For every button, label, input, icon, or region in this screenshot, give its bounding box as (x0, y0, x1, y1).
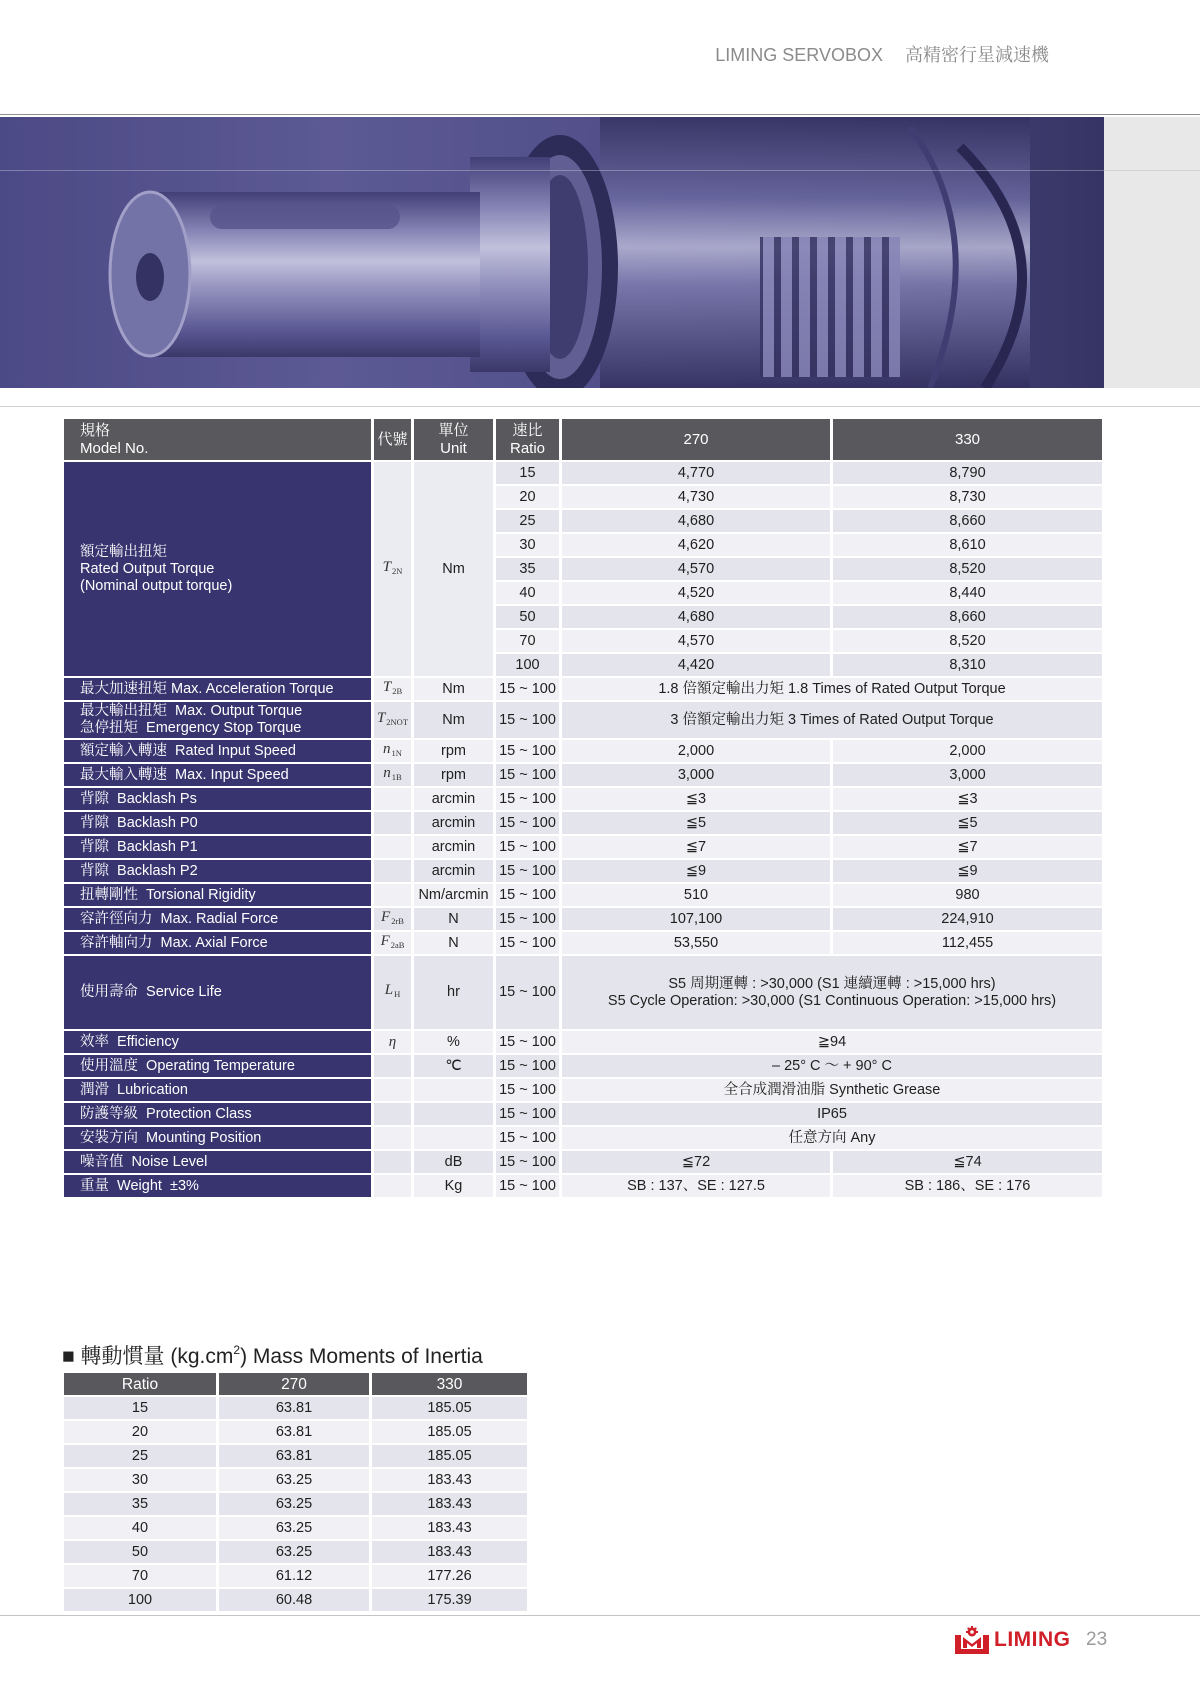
inertia-270-header: 270 (219, 1373, 369, 1395)
symbol-letter: L (384, 982, 394, 998)
inertia-table (61, 1371, 530, 1613)
banner-image (0, 117, 1104, 388)
unit-cell (414, 1103, 493, 1125)
unit-cell: N (414, 932, 493, 954)
value-270: 4,620 (562, 534, 830, 556)
value-270: 63.81 (219, 1445, 369, 1467)
ratio-cell: 15 ~ 100 (496, 932, 559, 954)
spec-label (64, 956, 371, 1029)
value-270: 510 (562, 884, 830, 906)
ratio-cell: 50 (64, 1541, 216, 1563)
value-line: S5 周期運轉 : >30,000 (S1 連續運轉 : >15,000 hrs) (668, 975, 996, 992)
value-270: ≦3 (562, 788, 830, 810)
spec-row (64, 1055, 1102, 1077)
spec-row (64, 788, 1102, 810)
value-330: 8,440 (833, 582, 1102, 604)
value-270: 4,680 (562, 510, 830, 532)
spec-label (64, 740, 371, 762)
rated-torque-row (64, 462, 1102, 484)
code-cell (374, 884, 411, 906)
brand-name: LIMING SERVOBOX (715, 45, 883, 65)
spec-label (64, 1055, 371, 1077)
unit-cell: arcmin (414, 812, 493, 834)
ratio-cell: 70 (496, 630, 559, 652)
code-cell (374, 764, 411, 786)
value-270: 4,420 (562, 654, 830, 676)
ratio-cell: 15 ~ 100 (496, 1055, 559, 1077)
ratio-cell: 15 ~ 100 (496, 702, 559, 738)
value-270: 4,770 (562, 462, 830, 484)
ratio-cell: 15 (496, 462, 559, 484)
value-330: 185.05 (372, 1445, 527, 1467)
spec-row (64, 1031, 1102, 1053)
label-line: (Nominal output torque) (80, 577, 233, 594)
unit-cell: rpm (414, 764, 493, 786)
value-line: IP65 (817, 1105, 847, 1122)
value-270: 63.25 (219, 1493, 369, 1515)
ratio-cell: 15 ~ 100 (496, 764, 559, 786)
value-330: 112,455 (833, 932, 1102, 954)
spec-label (64, 908, 371, 930)
value-330: 8,790 (833, 462, 1102, 484)
label-line: 重量 Weight ±3% (80, 1177, 199, 1194)
code-cell (374, 788, 411, 810)
value-330: 8,660 (833, 510, 1102, 532)
ratio-cell: 40 (496, 582, 559, 604)
value-330: 980 (833, 884, 1102, 906)
ratio-cell: 15 ~ 100 (496, 1103, 559, 1125)
value-270: 63.81 (219, 1421, 369, 1443)
value-330: 8,730 (833, 486, 1102, 508)
value-330: 8,660 (833, 606, 1102, 628)
code-cell (374, 1175, 411, 1197)
symbol (383, 741, 402, 757)
merged-value (562, 1079, 1102, 1101)
ratio-cell: 15 ~ 100 (496, 1079, 559, 1101)
unit-cell: N (414, 908, 493, 930)
specification-table (61, 417, 1105, 1199)
label-line: 背隙 Backlash Ps (80, 790, 197, 807)
value-line: 1.8 倍額定輸出力矩 1.8 Times of Rated Output Torque (658, 680, 1006, 697)
ratio-cell: 15 ~ 100 (496, 1175, 559, 1197)
code-cell (374, 1127, 411, 1149)
spec-label (64, 932, 371, 954)
spec-label (64, 1031, 371, 1053)
label-line: Rated Output Torque (80, 560, 215, 577)
ratio-header-zh: 速比 (512, 421, 543, 439)
unit-header (414, 419, 493, 460)
code-cell (374, 1055, 411, 1077)
running-header (715, 44, 1049, 66)
symbol (383, 765, 401, 781)
inertia-row (64, 1421, 527, 1443)
value-330: 8,310 (833, 654, 1102, 676)
spec-label (64, 702, 371, 738)
value-270: 53,550 (562, 932, 830, 954)
unit-cell: Nm (414, 702, 493, 738)
value-330: 185.05 (372, 1421, 527, 1443)
spec-row (64, 836, 1102, 858)
code-cell (374, 702, 411, 738)
ratio-cell: 30 (64, 1469, 216, 1491)
label-line: 額定輸出扭矩 (80, 543, 167, 560)
value-330: 8,610 (833, 534, 1102, 556)
ratio-cell: 15 ~ 100 (496, 1031, 559, 1053)
unit-cell: rpm (414, 740, 493, 762)
ratio-cell: 25 (64, 1445, 216, 1467)
ratio-cell: 20 (64, 1421, 216, 1443)
unit-cell: Nm (414, 678, 493, 700)
inertia-title-suffix: ) Mass Moments of Inertia (240, 1345, 483, 1368)
label-line: 背隙 Backlash P1 (80, 838, 198, 855)
value-line: 全合成潤滑油脂 Synthetic Grease (723, 1081, 941, 1098)
liming-logo-icon (954, 1626, 990, 1654)
spec-label (64, 788, 371, 810)
spec-label (64, 836, 371, 858)
spec-body (64, 462, 1102, 1197)
merged-value (562, 1103, 1102, 1125)
unit-cell: ℃ (414, 1055, 493, 1077)
ratio-cell: 15 ~ 100 (496, 884, 559, 906)
symbol (385, 982, 400, 998)
label-line: 使用壽命 Service Life (80, 984, 222, 1000)
value-line: ≧94 (817, 1033, 847, 1050)
label-line: 容許徑向力 Max. Radial Force (80, 910, 279, 927)
spec-label (64, 812, 371, 834)
banner-side-strip (1104, 117, 1200, 388)
ratio-cell: 15 ~ 100 (496, 836, 559, 858)
label-line: 容許軸向力 Max. Axial Force (80, 934, 268, 951)
ratio-cell: 100 (496, 654, 559, 676)
value-270: 107,100 (562, 908, 830, 930)
ratio-cell: 40 (64, 1517, 216, 1539)
value-line: 3 倍額定輸出力矩 3 Times of Rated Output Torque (670, 711, 994, 728)
label-line: 潤滑 Lubrication (80, 1081, 188, 1098)
spec-row (64, 812, 1102, 834)
symbol-letter: F (381, 908, 391, 925)
label-line: 背隙 Backlash P0 (80, 814, 198, 831)
symbol (383, 559, 403, 575)
spec-row (64, 764, 1102, 786)
value-330: 183.43 (372, 1469, 527, 1491)
merged-value (562, 1055, 1102, 1077)
value-270: 63.25 (219, 1517, 369, 1539)
unit-cell (414, 1127, 493, 1149)
label-line: 最大輸入轉速 Max. Input Speed (80, 766, 289, 783)
spec-row (64, 860, 1102, 882)
value-330: 224,910 (833, 908, 1102, 930)
ratio-cell: 25 (496, 510, 559, 532)
value-line: – 25° C ～ + 90° C (771, 1057, 892, 1074)
spec-label (64, 884, 371, 906)
header-rule (0, 114, 1200, 115)
ratio-cell: 15 ~ 100 (496, 1127, 559, 1149)
value-270: 63.25 (219, 1541, 369, 1563)
ratio-cell: 15 ~ 100 (496, 740, 559, 762)
ratio-cell: 15 ~ 100 (496, 1151, 559, 1173)
symbol-subscript: 1N (391, 747, 402, 758)
symbol (377, 710, 408, 726)
unit-cell: dB (414, 1151, 493, 1173)
merged-value (562, 1031, 1102, 1053)
inertia-row (64, 1565, 527, 1587)
unit-cell (414, 1079, 493, 1101)
value-330: 2,000 (833, 740, 1102, 762)
code-cell (374, 678, 411, 700)
value-270: 61.12 (219, 1565, 369, 1587)
inertia-body (64, 1397, 527, 1611)
label-line: 效率 Efficiency (80, 1033, 179, 1050)
unit-cell: arcmin (414, 836, 493, 858)
code-cell (374, 1031, 411, 1053)
spec-label (64, 678, 371, 700)
symbol (383, 679, 402, 695)
logo-wordmark: LIMING (994, 1628, 1071, 1651)
square-bullet-icon: ■ (62, 1345, 75, 1368)
unit-cell: hr (414, 956, 493, 1029)
spec-label (64, 1127, 371, 1149)
ratio-cell: 15 ~ 100 (496, 812, 559, 834)
unit-cell: Kg (414, 1175, 493, 1197)
spec-label (64, 1079, 371, 1101)
spec-row (64, 702, 1102, 738)
inertia-header-row (64, 1373, 527, 1395)
label-line: 噪音值 Noise Level (80, 1153, 208, 1170)
symbol-subscript: 2aB (390, 939, 405, 950)
merged-value (562, 1127, 1102, 1149)
inertia-row (64, 1445, 527, 1467)
inertia-title-text: 轉動慣量 (kg.cm (80, 1345, 234, 1368)
unit-cell: Nm/arcmin (414, 884, 493, 906)
ratio-cell: 35 (64, 1493, 216, 1515)
inertia-row (64, 1493, 527, 1515)
unit-header-en: Unit (440, 439, 467, 457)
model-header-zh: 規格 (80, 421, 111, 439)
symbol-letter: η (388, 1033, 397, 1050)
symbol-letter: F (380, 932, 390, 949)
value-330: ≦7 (833, 836, 1102, 858)
label-line: 扭轉剛性 Torsional Rigidity (80, 886, 256, 903)
symbol-letter: n (383, 740, 391, 757)
unit-cell: arcmin (414, 788, 493, 810)
value-270: 4,520 (562, 582, 830, 604)
code-cell (374, 462, 411, 676)
value-line: 任意方向 Any (788, 1129, 876, 1146)
value-330: SB : 186、SE : 176 (833, 1175, 1102, 1197)
inertia-title-superscript: 2 (233, 1343, 241, 1357)
rated-torque-label (64, 462, 371, 676)
ratio-cell: 35 (496, 558, 559, 580)
symbol-subscript: 2N (391, 565, 403, 576)
symbol-subscript: 1B (391, 771, 402, 782)
unit-cell: Nm (414, 462, 493, 676)
value-330: 175.39 (372, 1589, 527, 1611)
value-330: 8,520 (833, 630, 1102, 652)
value-330: 185.05 (372, 1397, 527, 1419)
unit-cell: % (414, 1031, 493, 1053)
ratio-cell: 70 (64, 1565, 216, 1587)
label-line: 最大輸出扭矩 Max. Output Torque (80, 703, 303, 719)
value-330: 183.43 (372, 1517, 527, 1539)
spec-label (64, 1103, 371, 1125)
code-cell (374, 836, 411, 858)
value-330: ≦74 (833, 1151, 1102, 1173)
label-line: 防護等級 Protection Class (80, 1105, 252, 1122)
inertia-row (64, 1517, 527, 1539)
symbol-subscript: 2B (392, 685, 403, 696)
ratio-cell: 20 (496, 486, 559, 508)
ratio-cell: 15 (64, 1397, 216, 1419)
liming-logo (954, 1626, 1071, 1654)
spec-row (64, 740, 1102, 762)
symbol-letter: T (382, 678, 392, 695)
spec-label (64, 764, 371, 786)
product-title: 高精密行星減速機 (905, 45, 1049, 65)
ratio-cell: 15 ~ 100 (496, 860, 559, 882)
value-270: ≦5 (562, 812, 830, 834)
code-cell (374, 860, 411, 882)
symbol-letter: n (383, 764, 391, 781)
spec-label (64, 1175, 371, 1197)
spec-label (64, 860, 371, 882)
value-270: ≦72 (562, 1151, 830, 1173)
inertia-row (64, 1589, 527, 1611)
value-330: 183.43 (372, 1493, 527, 1515)
inertia-330-header: 330 (372, 1373, 527, 1395)
merged-value (562, 702, 1102, 738)
code-cell (374, 1079, 411, 1101)
symbol-letter: T (376, 709, 386, 726)
value-330: 183.43 (372, 1541, 527, 1563)
value-330: ≦3 (833, 788, 1102, 810)
section-rule (0, 406, 1200, 407)
value-270: 4,730 (562, 486, 830, 508)
label-line: 背隙 Backlash P2 (80, 862, 198, 879)
spec-row (64, 956, 1102, 1029)
code-cell (374, 812, 411, 834)
symbol-subscript: 2rB (391, 915, 404, 926)
value-270: 60.48 (219, 1589, 369, 1611)
unit-header-zh: 單位 (438, 421, 469, 439)
inertia-title (62, 1344, 483, 1370)
spec-row (64, 1175, 1102, 1197)
ratio-cell: 15 ~ 100 (496, 956, 559, 1029)
ratio-cell: 100 (64, 1589, 216, 1611)
label-line: 急停扭矩 Emergency Stop Torque (80, 720, 302, 736)
spec-label (64, 1151, 371, 1173)
code-cell (374, 908, 411, 930)
symbol (389, 1034, 396, 1050)
value-line: S5 Cycle Operation: >30,000 (S1 Continuous Operation: >15,000 hrs) (607, 992, 1057, 1009)
label-line: 最大加速扭矩 Max. Acceleration Torque (80, 680, 334, 697)
value-270: 4,570 (562, 630, 830, 652)
code-cell (374, 1151, 411, 1173)
model-270-header: 270 (562, 419, 830, 460)
symbol (381, 909, 404, 925)
inertia-row (64, 1397, 527, 1419)
symbol (381, 933, 405, 949)
value-330: 3,000 (833, 764, 1102, 786)
code-header: 代號 (374, 419, 411, 460)
merged-value (562, 678, 1102, 700)
value-330: 8,520 (833, 558, 1102, 580)
value-270: 4,680 (562, 606, 830, 628)
value-270: ≦9 (562, 860, 830, 882)
value-330: ≦5 (833, 812, 1102, 834)
value-270: ≦7 (562, 836, 830, 858)
spec-row (64, 1103, 1102, 1125)
label-line: 額定輸入轉速 Rated Input Speed (80, 742, 296, 759)
ratio-cell: 30 (496, 534, 559, 556)
ratio-cell: 15 ~ 100 (496, 788, 559, 810)
label-line: 安裝方向 Mounting Position (80, 1129, 262, 1146)
ratio-cell: 50 (496, 606, 559, 628)
spec-row (64, 884, 1102, 906)
spec-row (64, 1079, 1102, 1101)
value-270: 3,000 (562, 764, 830, 786)
unit-cell: arcmin (414, 860, 493, 882)
inertia-ratio-header: Ratio (64, 1373, 216, 1395)
value-330: ≦9 (833, 860, 1102, 882)
symbol-subscript: 2NOT (386, 716, 409, 727)
inertia-row (64, 1541, 527, 1563)
value-270: 63.25 (219, 1469, 369, 1491)
inertia-row (64, 1469, 527, 1491)
label-line: 使用溫度 Operating Temperature (80, 1057, 295, 1074)
model-header-en: Model No. (80, 439, 149, 457)
code-cell (374, 956, 411, 1029)
ratio-cell: 15 ~ 100 (496, 908, 559, 930)
value-270: 63.81 (219, 1397, 369, 1419)
spec-row (64, 908, 1102, 930)
spec-header-row (64, 419, 1102, 460)
code-cell (374, 740, 411, 762)
model-330-header: 330 (833, 419, 1102, 460)
page-number: 23 (1086, 1629, 1108, 1650)
value-270: 2,000 (562, 740, 830, 762)
ratio-header (496, 419, 559, 460)
code-cell (374, 932, 411, 954)
footer-rule (0, 1615, 1200, 1616)
value-270: 4,570 (562, 558, 830, 580)
symbol-letter: T (382, 558, 391, 575)
spec-row (64, 678, 1102, 700)
merged-value (562, 956, 1102, 1029)
code-cell (374, 1103, 411, 1125)
spec-row (64, 1127, 1102, 1149)
ratio-header-en: Ratio (509, 439, 546, 457)
value-270: SB : 137、SE : 127.5 (562, 1175, 830, 1197)
spec-row (64, 1151, 1102, 1173)
spec-row (64, 932, 1102, 954)
ratio-cell: 15 ~ 100 (496, 678, 559, 700)
symbol-subscript: H (394, 989, 401, 999)
model-header (64, 419, 371, 460)
value-330: 177.26 (372, 1565, 527, 1587)
